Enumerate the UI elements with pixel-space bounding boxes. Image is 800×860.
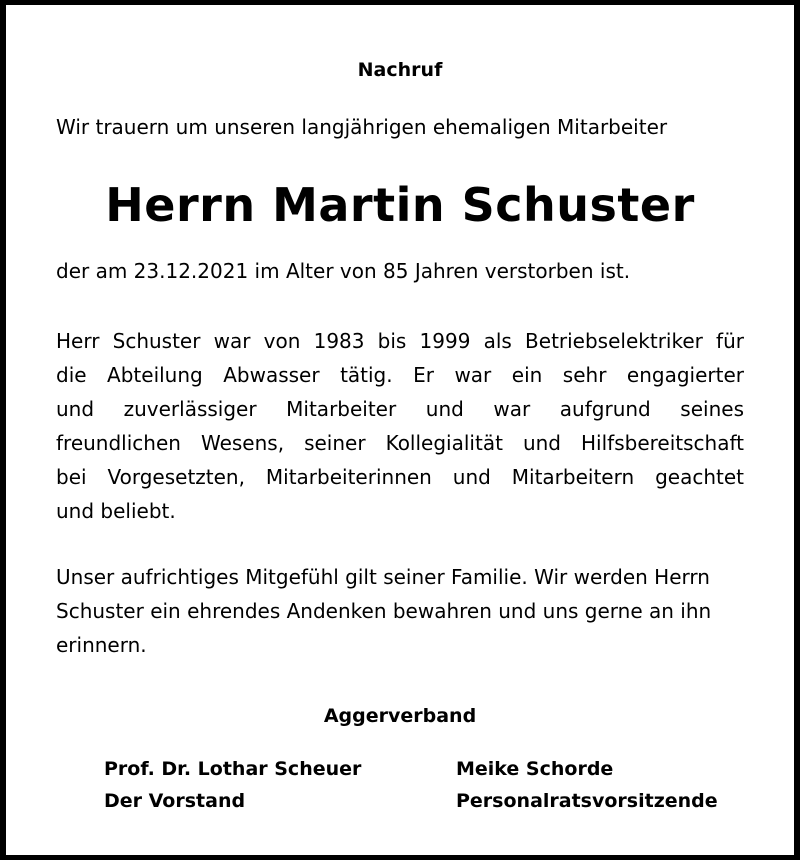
- signatory-name: Meike Schorde: [456, 758, 614, 780]
- signatory-left: [104, 753, 361, 817]
- signatory-name: Prof. Dr. Lothar Scheuer: [104, 758, 362, 780]
- paragraph-line: und zuverlässiger Mitarbeiter und war aufgrund seines: [56, 397, 744, 421]
- signatory-right: [456, 753, 718, 817]
- career-paragraph: [56, 324, 744, 528]
- organization-name: Aggerverband: [323, 705, 477, 727]
- paragraph-line: Herr Schuster war von 1983 bis 1999 als Betriebselektriker für: [56, 329, 744, 353]
- paragraph-line: Unser aufrichtiges Mitgefühl gilt seiner Familie. Wir werden Herrn: [56, 565, 710, 589]
- intro-line: Wir trauern um unseren langjährigen ehemaligen Mitarbeiter: [56, 115, 668, 139]
- paragraph-line: Schuster ein ehrendes Andenken bewahren und uns gerne an ihn: [56, 599, 712, 623]
- condolence-paragraph: [56, 560, 744, 662]
- deceased-name: Herrn Martin Schuster: [105, 178, 695, 232]
- notice-heading: Nachruf: [357, 59, 443, 81]
- death-date-line: der am 23.12.2021 im Alter von 85 Jahren verstorben ist.: [56, 259, 631, 283]
- signatory-role: Personalratsvorsitzende: [456, 790, 718, 812]
- paragraph-line: erinnern.: [56, 633, 147, 657]
- signatory-role: Der Vorstand: [104, 790, 246, 812]
- paragraph-line: bei Vorgesetzten, Mitarbeiterinnen und Mitarbeitern geachtet: [56, 465, 744, 489]
- paragraph-line: die Abteilung Abwasser tätig. Er war ein sehr engagierter: [56, 363, 744, 387]
- paragraph-line: und beliebt.: [56, 499, 176, 523]
- paragraph-line: freundlichen Wesens, seiner Kollegialität und Hilfsbereitschaft: [56, 431, 744, 455]
